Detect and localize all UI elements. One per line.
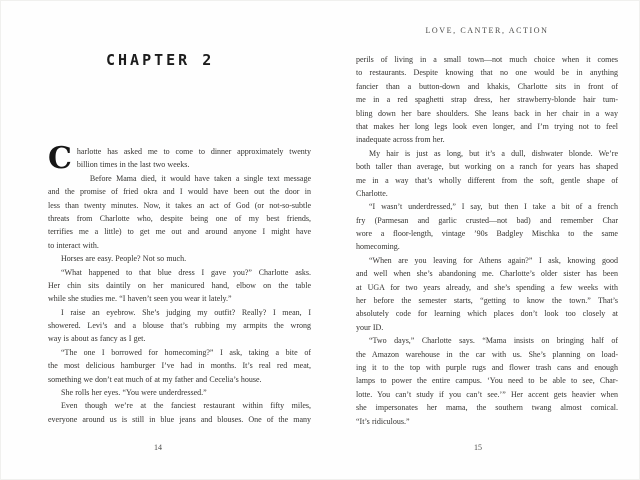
body-line: your ID. [356, 322, 384, 332]
body-line: billion times in the last two weeks. [76, 160, 190, 170]
body-line: her before the semester starts, “getting to know the town.” That’s [356, 296, 618, 306]
body-line: I raise an eyebrow. She’s judging my outfit? Really? I mean, I [61, 307, 311, 317]
body-line: “When are you leaving for Athens again?” I ask, knowing good [369, 255, 618, 265]
body-line: way is about as fancy as I get. [48, 334, 146, 344]
body-line: and well when she’s abandoning me. Charlotte’s older sister has been [356, 269, 618, 279]
body-line: harlotte has asked me to come to dinner approximately twenty [76, 147, 311, 156]
body-line: to interact with. [48, 240, 99, 250]
body-line: Before Mama died, it would have taken a single text message [89, 173, 311, 183]
body-line: fry (Parmesan and garlic crusted—not bad) and remember Char [356, 215, 618, 225]
body-line: the most delicious hamburger I’ve had in months. It’s real red meat, [48, 361, 311, 371]
right-page-text [356, 53, 618, 428]
body-line: “It’s ridiculous.” [356, 416, 410, 426]
body-line: both taller than average, but working on a ranch for years has shaped [356, 162, 618, 172]
body-line: something we don’t eat much of at my father and Cecelia’s house. [48, 374, 262, 384]
body-line: lamps to power the entire campus. ‘You need to be able to see, Char- [356, 376, 618, 386]
body-line: Horses are easy. People? Not so much. [61, 254, 187, 264]
body-line: homecoming. [356, 242, 400, 252]
body-line: terrifies me a little) to get me out and around anyone I might have [48, 227, 311, 237]
body-line: threats from Charlotte who, despite being one of my best friends, [48, 213, 311, 223]
body-line: My hair is just as long, but it’s a dull, dishwater blonde. We’re [369, 148, 618, 158]
body-line: “I wasn’t underdressed,” I say, but then I take a bit of a french [369, 202, 618, 212]
running-header: LOVE, CANTER, ACTION [425, 26, 549, 35]
body-line: showered. Levi’s and a blouse that’s rubbing my armpits the wrong [48, 321, 311, 331]
body-line: and the promise of fried okra and I would have been out the door in [48, 187, 311, 197]
body-line: me in a way that’s wholly different from the soft, gentle shape of [356, 175, 618, 185]
body-line: at UGA for two years already, and she’s spending a few weeks with [356, 282, 618, 292]
body-line: inadequate across from her. [356, 135, 445, 145]
body-line: She rolls her eyes. “You were underdressed.” [61, 388, 207, 398]
left-page-text [48, 141, 311, 426]
left-page [48, 1, 311, 480]
body-line: to restaurants. Despite knowing that no one would be in anything [356, 68, 618, 78]
body-line: lotte. You can’t study if you can’t see.’” Her accent gets heavier when [356, 389, 618, 399]
body-line: “The one I borrowed for homecoming?” I ask, taking a bite of [61, 347, 311, 357]
body-line: ing it to the top with purple rugs and flower trash cans and enough [356, 362, 618, 372]
drop-cap: C [48, 141, 72, 176]
page-number-right: 15 [474, 443, 482, 452]
body-line: Her chin sits daintily on her manicured hand, elbow on the table [48, 280, 311, 290]
body-line: me in a red spaghetti strap dress, her strawberry-blonde hair tum- [356, 95, 618, 105]
right-page [356, 1, 618, 480]
body-line: perils of living in a small town—not much choice when it comes [356, 55, 618, 64]
body-line: wore a floor-length, vintage ’90s Badgley Mischka to the same [356, 229, 618, 239]
body-line: “Two days,” Charlotte says. “Mama insists on bringing half of [369, 336, 618, 346]
body-line: while she studies me. “I haven’t seen you wear it lately.” [48, 294, 232, 304]
body-line: bling down her bare shoulders. She leans back in her chair in a way [356, 108, 618, 118]
body-line: Even though we’re at the fanciest restaurant within fifty miles, [61, 401, 311, 411]
body-line: “What happened to that blue dress I gave you?” Charlotte asks. [61, 267, 311, 277]
body-line: absolutely code for learning which places don’t look too closely at [356, 309, 618, 319]
chapter-heading: CHAPTER 2 [106, 51, 215, 69]
body-line: that makes her long legs look even longer, and I’m trying not to feel [356, 121, 618, 131]
body-line: the Amazon warehouse in the car with us. She’s planning on load- [356, 349, 618, 359]
body-line: she impersonates her mama, the southern twang almost comical. [356, 403, 618, 413]
body-line: Charlotte. [356, 188, 388, 198]
body-line: everyone around us is still in blue jeans and blouses. One of the many [48, 414, 311, 424]
page-number-left: 14 [154, 443, 162, 452]
body-line: less than twenty minutes. Now, it takes an act of God (or not-so-subtle [48, 200, 311, 210]
body-line: fancier than a button-down and khakis, Charlotte sits in front of [356, 81, 618, 91]
